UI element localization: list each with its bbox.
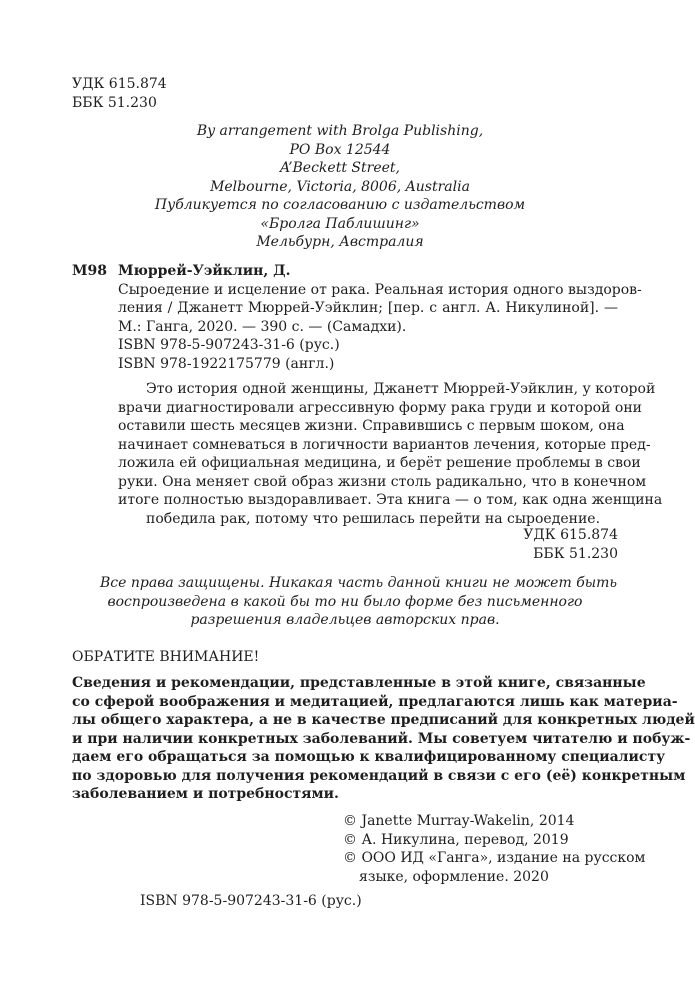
notice-line: лы общего характера, а не в качестве предписаний для конкретных людей [72,712,695,728]
classification-top [72,75,167,112]
catalog-description-line: ления / Джанетт Мюррей-Уэйклин; [пер. с англ. А. Никулиной]. — [118,300,618,316]
isbn-english: ISBN 978-1922175779 (англ.) [118,355,335,372]
copyright-line: © А. Никулина, перевод, 2019 [343,831,569,848]
rights-line: воспроизведена в какой бы то ни было форме без письменного [107,593,583,610]
arrangement-line: By arrangement with Brolga Publishing, [196,123,484,139]
annotation-line: руки. Она меняет свой образ жизни столь радикально, что в конечном [118,473,647,490]
notice-line: по здоровью для получения рекомендаций в связи с его (её) конкретным [72,767,686,784]
catalog-description-line: М.: Ганга, 2020. — 390 с. — (Самадхи). [118,318,407,335]
catalog-description-line: Сыроедение и исцеление от рака. Реальная история одного выздоров- [118,281,642,298]
catalog-isbns [118,336,340,373]
catalog-code: М98 [72,263,107,279]
bbk-code: ББК 51.230 [72,94,157,111]
annotation-line: ложила ей официальная медицина, и берёт решение проблемы в свои [118,455,641,471]
notice-line: Сведения и рекомендации, представленные в этой книге, связанные [72,675,646,691]
arrangement-russian [140,196,540,252]
arrangement-line: «Бролга Паблишинг» [260,215,420,232]
copyright-block [343,812,645,886]
annotation [118,380,663,528]
copyright-line: © ООО ИД «Ганга», издание на русском [343,850,646,866]
arrangement-line: A’Beckett Street, [280,160,400,176]
rights-notice [100,574,618,630]
copyright-line: языке, оформление. 2020 [359,868,549,885]
udk-code: УДК 615.874 [523,527,618,543]
catalog-entry [118,262,642,336]
annotation-line: итоге полностью выздоравливает. Эта книга — о том, как одна женщина [118,492,663,508]
annotation-line: врачи диагностировали агрессивную форму рака груди и которой они [118,399,642,416]
rights-line: Все права защищены. Никакая часть данной книги не может быть [100,575,618,591]
annotation-line: начинает сомневаться в логичности вариантов лечения, которые пред- [118,436,651,453]
isbn-russian: ISBN 978-5-907243-31-6 (рус.) [118,337,340,353]
catalog-author: Мюррей-Уэйклин, Д. [118,263,291,279]
copyright-line: © Janette Murray-Wakelin, 2014 [343,813,575,829]
notice-line: со сферой воображения и медитацией, предлагаются лишь как материа- [72,693,678,710]
bbk-code: ББК 51.230 [533,545,618,562]
arrangement-line: Публикуется по согласованию с издательством [154,197,526,213]
notice-line: и при наличии конкретных заболеваний. Мы советуем читателю и побуж- [72,730,691,747]
rights-line: разрешения владельцев авторских прав. [190,612,500,628]
arrangement-english [140,122,540,196]
notice-line: заболеванием и потребностями. [72,786,339,802]
annotation-line: Это история одной женщины, Джанетт Мюррей-Уэйклин, у которой [146,381,656,397]
classification-bottom [418,526,618,563]
notice-body [72,674,695,804]
arrangement-line: Melbourne, Victoria, 8006, Australia [210,178,470,195]
arrangement-line: PO Box 12544 [289,141,391,158]
notice-line: даем его обращаться за помощью к квалифицированному специалисту [72,749,666,765]
footer-isbn: ISBN 978-5-907243-31-6 (рус.) [140,893,362,909]
annotation-line: оставили шесть месяцев жизни. Справившись с первым шоком, она [118,418,625,434]
notice-heading: ОБРАТИТЕ ВНИМАНИЕ! [72,649,260,665]
udk-code: УДК 615.874 [72,76,167,92]
annotation-line: победила рак, потому что решилась перейти на сыроедение. [146,510,601,527]
arrangement-line: Мельбурн, Австралия [256,234,424,250]
